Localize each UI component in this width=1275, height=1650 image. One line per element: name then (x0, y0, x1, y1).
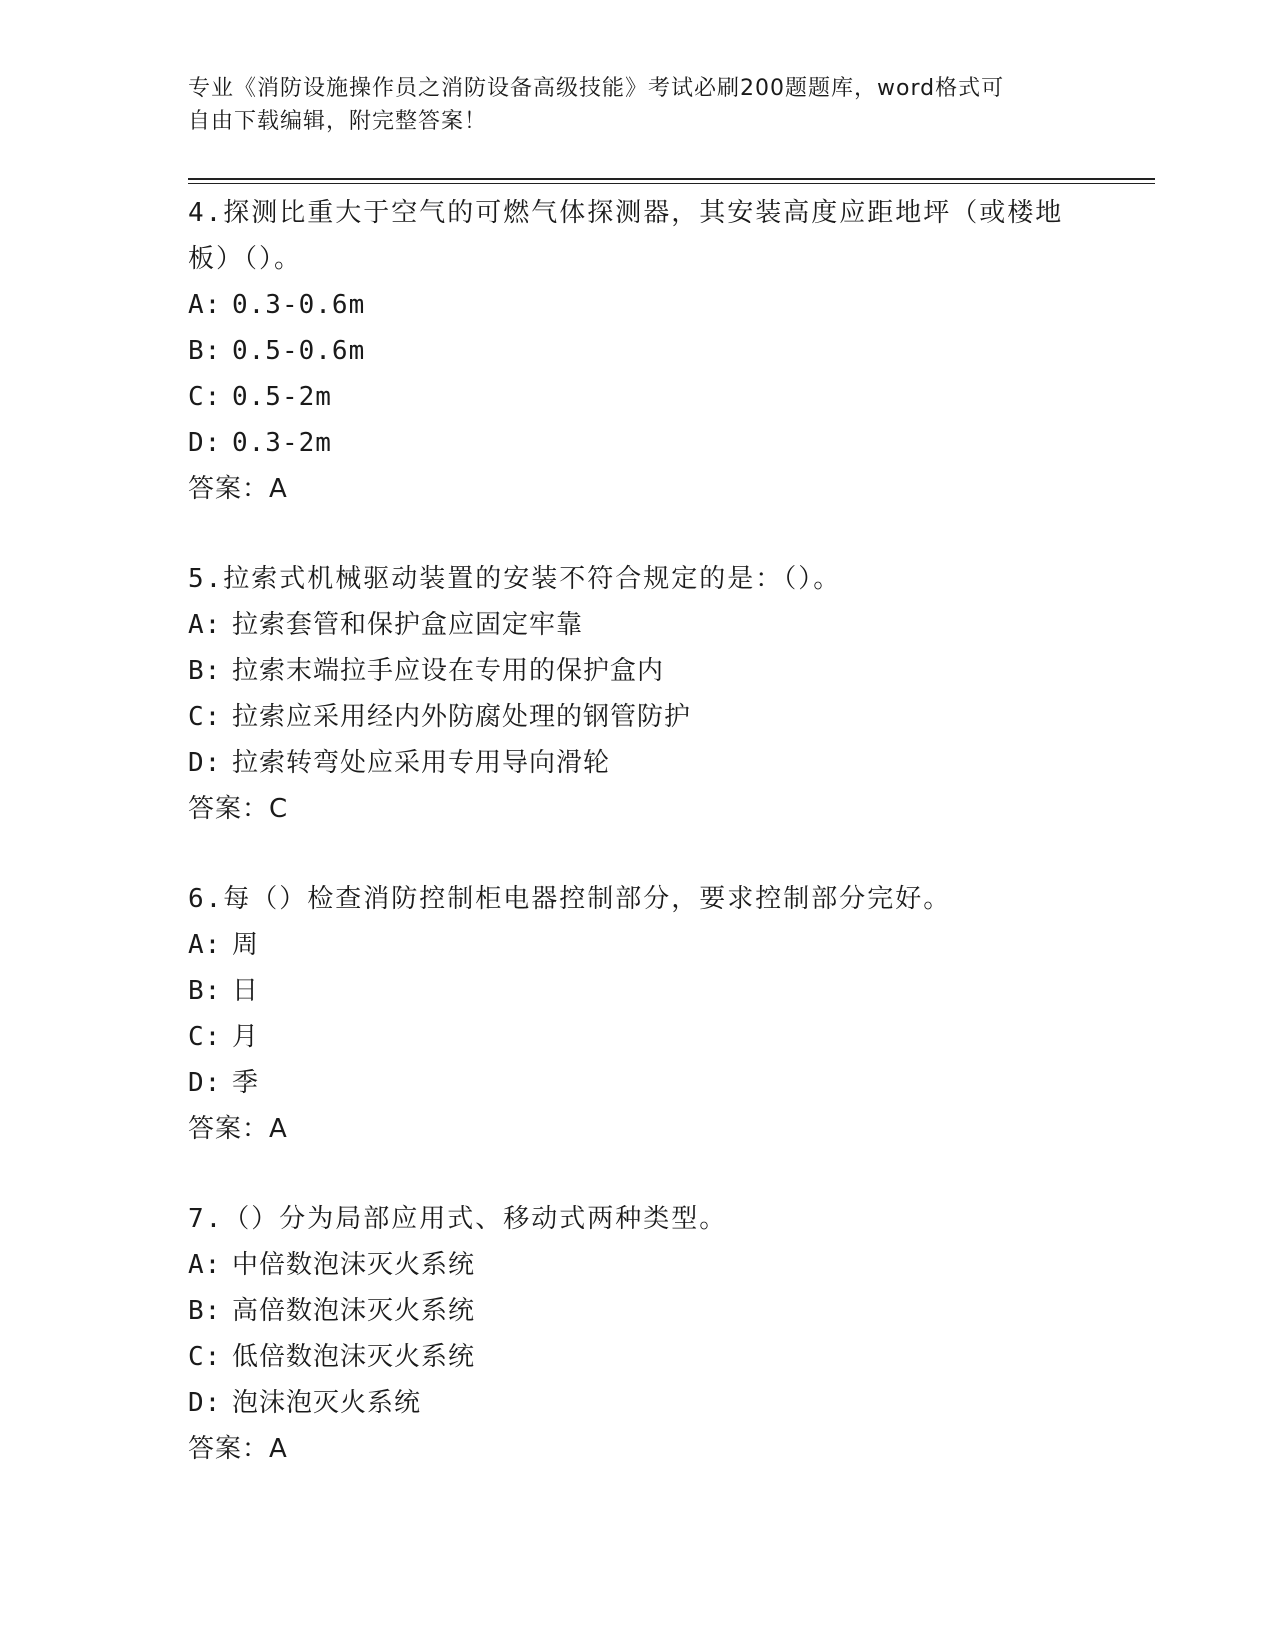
option-text: 泡沫泡灭火系统 (232, 1388, 422, 1418)
option-letter: C: (188, 702, 222, 732)
option-text: 日 (232, 976, 260, 1006)
option-text: 拉索套管和保护盒应固定牢靠 (232, 610, 584, 640)
option-text: 0.3-2m (232, 428, 332, 458)
option-a (188, 602, 1088, 648)
option-c (188, 694, 1088, 740)
header-divider-thin (188, 183, 1155, 184)
option-letter: A: (188, 290, 222, 320)
option-letter: B: (188, 336, 222, 366)
answer-line: 答案：A (188, 474, 288, 504)
option-letter: D: (188, 748, 222, 778)
answer-line: 答案：C (188, 794, 289, 824)
option-letter: A: (188, 1250, 222, 1280)
option-text: 0.3-0.6m (232, 290, 366, 320)
option-letter: B: (188, 1296, 222, 1326)
option-text: 拉索应采用经内外防腐处理的钢管防护 (232, 702, 692, 732)
header-line-2: 自由下载编辑，附完整答案！ (188, 109, 488, 134)
question-4 (188, 190, 1088, 512)
option-letter: B: (188, 976, 222, 1006)
document-header (188, 72, 1068, 138)
option-letter: C: (188, 1022, 222, 1052)
question-text: 4.探测比重大于空气的可燃气体探测器，其安装高度应距地坪（或楼地板）（）。 (188, 198, 1064, 274)
option-text: 月 (232, 1022, 260, 1052)
option-a (188, 282, 1088, 328)
answer-line: 答案：A (188, 1434, 288, 1464)
option-letter: D: (188, 428, 222, 458)
option-c (188, 1334, 1088, 1380)
option-letter: A: (188, 610, 222, 640)
question-6 (188, 876, 1088, 1152)
option-b (188, 648, 1088, 694)
option-a (188, 1242, 1088, 1288)
option-text: 周 (232, 930, 260, 960)
question-list (188, 190, 1088, 1516)
option-text: 拉索转弯处应采用专用导向滑轮 (232, 748, 611, 778)
option-b (188, 328, 1088, 374)
option-letter: D: (188, 1388, 222, 1418)
option-letter: A: (188, 930, 222, 960)
answer-line: 答案：A (188, 1114, 288, 1144)
option-letter: B: (188, 656, 222, 686)
header-divider-thick (188, 178, 1155, 180)
question-5 (188, 556, 1088, 832)
question-text: 7.（）分为局部应用式、移动式两种类型。 (188, 1204, 728, 1234)
option-text: 高倍数泡沫灭火系统 (232, 1296, 476, 1326)
option-text: 低倍数泡沫灭火系统 (232, 1342, 476, 1372)
option-text: 0.5-0.6m (232, 336, 366, 366)
option-d (188, 420, 1088, 466)
option-letter: D: (188, 1068, 222, 1098)
option-c (188, 1014, 1088, 1060)
option-b (188, 1288, 1088, 1334)
header-line-1: 专业《消防设施操作员之消防设备高级技能》考试必刷200题题库，word格式可 (188, 76, 1005, 101)
option-text: 拉索末端拉手应设在专用的保护盒内 (232, 656, 665, 686)
question-7 (188, 1196, 1088, 1472)
option-text: 0.5-2m (232, 382, 332, 412)
option-c (188, 374, 1088, 420)
option-d (188, 1060, 1088, 1106)
question-text: 6.每（）检查消防控制柜电器控制部分，要求控制部分完好。 (188, 884, 952, 914)
option-d (188, 740, 1088, 786)
option-letter: C: (188, 1342, 222, 1372)
question-text: 5.拉索式机械驱动装置的安装不符合规定的是：（）。 (188, 564, 842, 594)
option-d (188, 1380, 1088, 1426)
option-text: 季 (232, 1068, 260, 1098)
option-a (188, 922, 1088, 968)
option-text: 中倍数泡沫灭火系统 (232, 1250, 476, 1280)
option-b (188, 968, 1088, 1014)
option-letter: C: (188, 382, 222, 412)
